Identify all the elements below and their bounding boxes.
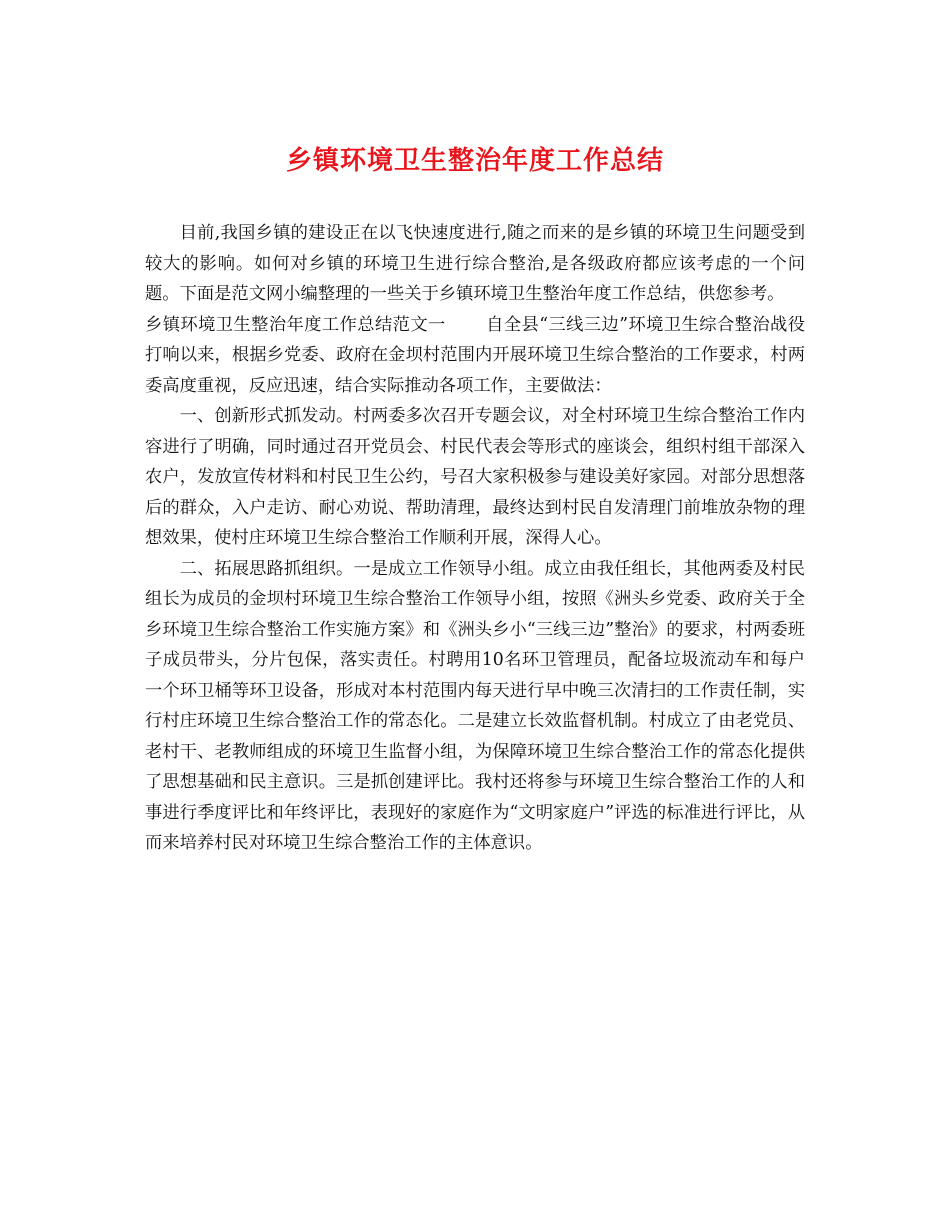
sample-intro-text: 自全县“三线三边”环境卫生综合整治战役打响以来，根据乡党委、政府在金坝村范围内开展环境卫生综合整治的工作要求，村两委高度重视，反应迅速，结合实际推动各项工作，主要做法： bbox=[145, 314, 805, 396]
sample-heading: 乡镇环境卫生整治年度工作总结范文一 bbox=[145, 314, 446, 335]
paragraph-section-1: 一、创新形式抓发动。村两委多次召开专题会议，对全村环境卫生综合整治工作内容进行了明确，同时通过召开党员会、村民代表会等形式的座谈会，组织村组干部深入农户，发放宣传材料和村民卫生公约，号召大家积极参与建设美好家园。对部分思想落后的群众，入户走访、耐心劝说、帮助清理，最终达到村民自发清理门前堆放杂物的理想效果，使村庄环境卫生综合整治工作顺利开展，深得人心。 bbox=[145, 406, 805, 548]
paragraph-section-2: 二、拓展思路抓组织。一是成立工作领导小组。成立由我任组长，其他两委及村民组长为成员的金坝村环境卫生综合整治工作领导小组，按照《洲头乡党委、政府关于全乡环境卫生综合整治工作实施方案》和《洲头乡小“三线三边”整治》的要求，村两委班子成员带头，分片包保，落实责任。村聘用10名环卫管理员，配备垃圾流动车和每户一个环卫桶等环卫设备，形成对本村范围内每天进行早中晚三次清扫的工作责任制，实行村庄环境卫生综合整治工作的常态化。二是建立长效监督机制。村成立了由老党员、老村干、老教师组成的环境卫生监督小组，为保障环境卫生综合整治工作的常态化提供了思想基础和民主意识。三是抓创建评比。我村还将参与环境卫生综合整治工作的人和事进行季度评比和年终评比，表现好的家庭作为“文明家庭户”评选的标准进行评比，从而来培养村民对环境卫生综合整治工作的主体意识。 bbox=[145, 558, 805, 853]
paragraph-sample bbox=[145, 310, 805, 402]
paragraph-intro: 目前,我国乡镇的建设正在以飞快速度进行,随之而来的是乡镇的环境卫生问题受到较大的影响。如何对乡镇的环境卫生进行综合整治,是各级政府都应该考虑的一个问题。下面是范文网小编整理的一些关于乡镇环境卫生整治年度工作总结，供您参考。 bbox=[145, 223, 805, 304]
document-body bbox=[145, 218, 805, 859]
document-title: 乡镇环境卫生整治年度工作总结 bbox=[285, 146, 664, 176]
